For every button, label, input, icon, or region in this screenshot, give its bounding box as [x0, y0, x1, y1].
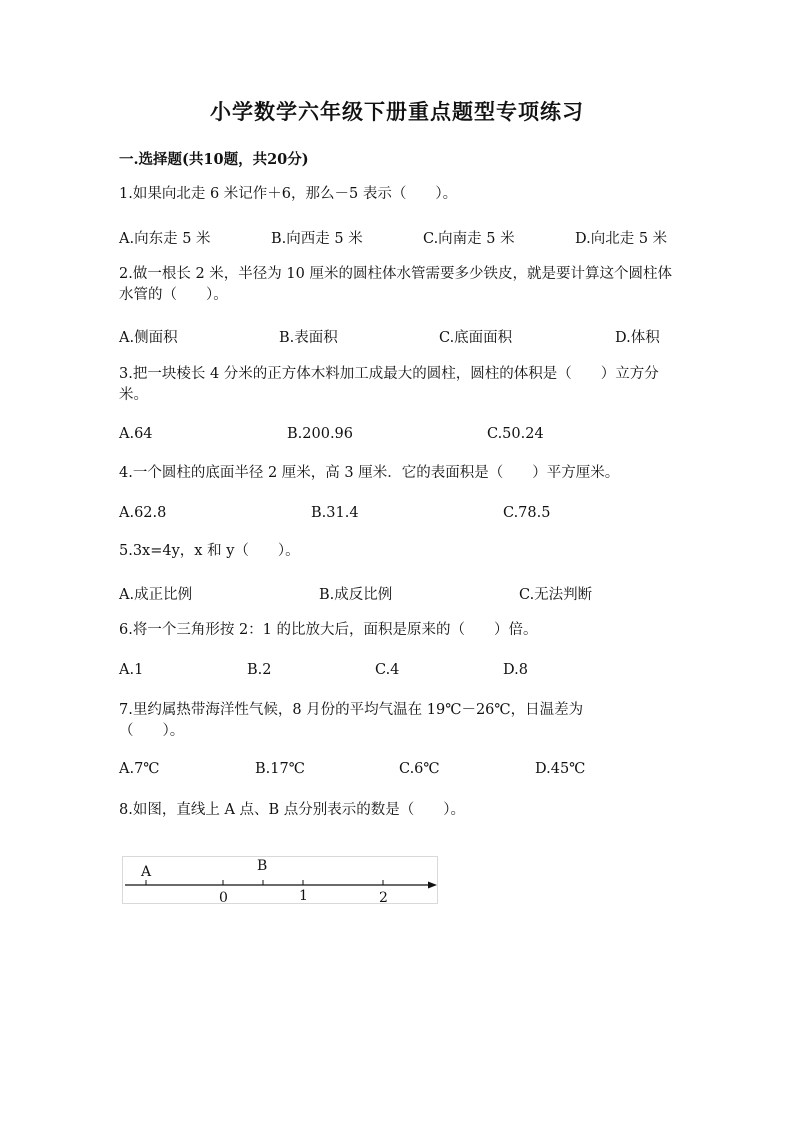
q1-option-d: D.向北走 5 米	[575, 231, 668, 247]
q4-option-a: A.62.8	[119, 505, 167, 521]
q6-option-b: B.2	[247, 662, 272, 678]
section-heading: 一.选择题(共10题，共20分)	[119, 151, 309, 168]
label-1: 1	[299, 888, 308, 903]
q5-option-c: C.无法判断	[519, 587, 593, 603]
q3-option-b: B.200.96	[287, 426, 354, 442]
q7-option-c: C.6℃	[399, 761, 440, 777]
q4-option-c: C.78.5	[503, 505, 551, 521]
q5-option-a: A.成正比例	[119, 587, 193, 603]
q6-option-d: D.8	[503, 662, 528, 678]
q2-option-c: C.底面面积	[439, 330, 513, 346]
q6-option-c: C.4	[375, 662, 400, 678]
q7-option-a: A.7℃	[119, 761, 160, 777]
question-3: 3.把一块棱长 4 分米的正方体木料加工成最大的圆柱，圆柱的体积是（ ）立方分米。	[119, 366, 659, 403]
question-4: 4.一个圆柱的底面半径 2 厘米，高 3 厘米．它的表面积是（ ）平方厘米。	[119, 465, 620, 481]
question-1: 1.如果向北走 6 米记作＋6，那么－5 表示（ ）。	[119, 186, 458, 202]
q7-option-d: D.45℃	[535, 761, 586, 777]
q1-option-b: B.向西走 5 米	[271, 231, 363, 247]
label-0: 0	[219, 890, 228, 903]
label-a: A	[141, 864, 152, 880]
q5-option-b: B.成反比例	[319, 587, 393, 603]
number-line-figure	[122, 856, 438, 904]
arrow-icon	[428, 882, 437, 889]
q2-option-a: A.侧面积	[119, 330, 178, 346]
q1-option-c: C.向南走 5 米	[423, 231, 515, 247]
label-2: 2	[379, 890, 388, 903]
number-line-svg	[123, 857, 437, 903]
label-b: B	[257, 858, 268, 874]
q2-option-b: B.表面积	[279, 330, 338, 346]
question-5: 5.3x=4y，x 和 y（ ）。	[119, 543, 300, 559]
q3-option-a: A.64	[119, 426, 153, 442]
question-8: 8.如图，直线上 A 点、B 点分别表示的数是（ ）。	[119, 802, 466, 818]
q3-option-c: C.50.24	[487, 426, 544, 442]
q6-option-a: A.1	[119, 662, 144, 678]
question-7: 7.里约属热带海洋性气候，8 月份的平均气温在 19℃－26℃，日温差为（ ）。	[119, 702, 584, 739]
q7-option-b: B.17℃	[255, 761, 305, 777]
page-title: 小学数学六年级下册重点题型专项练习	[210, 99, 584, 124]
q1-option-a: A.向东走 5 米	[119, 231, 211, 247]
question-6: 6.将一个三角形按 2：1 的比放大后，面积是原来的（ ）倍。	[119, 622, 538, 638]
q4-option-b: B.31.4	[311, 505, 359, 521]
q2-option-d: D.体积	[615, 330, 660, 346]
question-2: 2.做一根长 2 米，半径为 10 厘米的圆柱体水管需要多少铁皮，就是要计算这个圆柱体水管的（ ）。	[119, 266, 672, 303]
